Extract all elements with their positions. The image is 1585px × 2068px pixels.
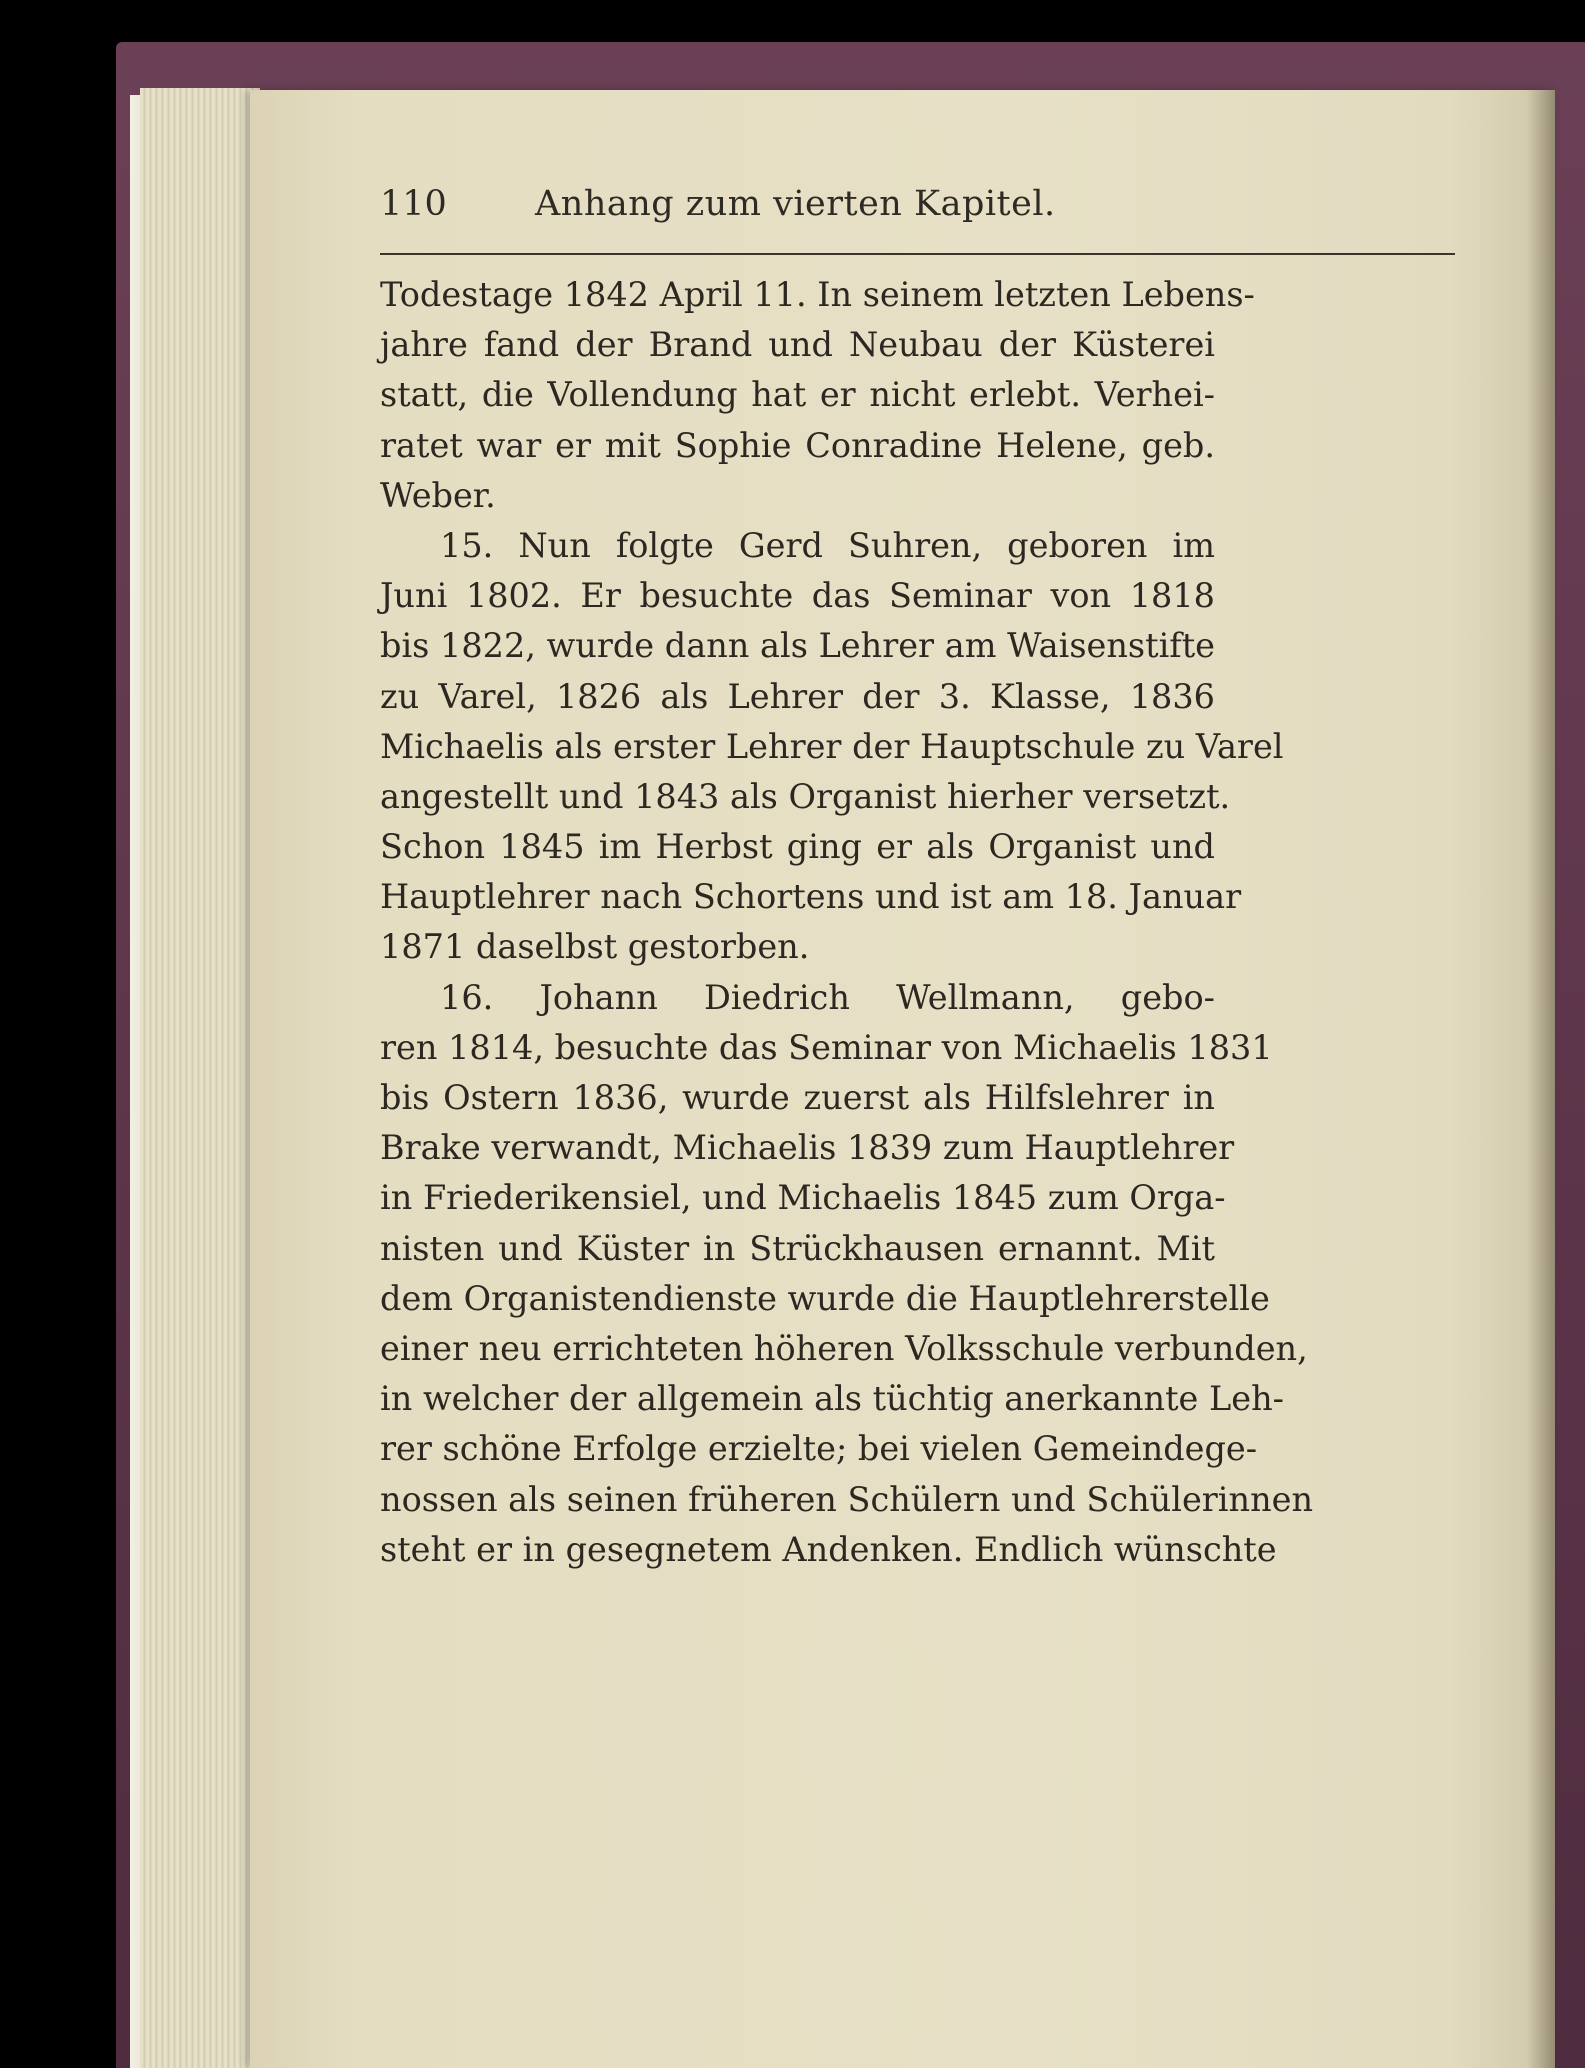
text-line: nossen als seinen früheren Schülern und Schülerinnen <box>380 1479 1314 1519</box>
text-line: Schon 1845 im Herbst ging er als Organist und <box>380 827 1215 867</box>
text-line: nisten und Küster in Strückhausen ernannt. Mit <box>380 1228 1215 1268</box>
text-line: Michaelis als erster Lehrer der Hauptschule zu Varel <box>380 726 1284 766</box>
paragraph-15-start: 15. Nun folgte Gerd Suhren, geboren im <box>440 525 1215 565</box>
text-line: Hauptlehrer nach Schortens und ist am 18. Januar <box>380 877 1242 917</box>
text-line: Juni 1802. Er besuchte das Seminar von 1818 <box>380 576 1215 616</box>
text-line: steht er in gesegnetem Andenken. Endlich wünschte <box>380 1529 1277 1569</box>
text-line: 1871 daselbst gestorben. <box>380 927 810 967</box>
text-line: ren 1814, besuchte das Seminar von Michaelis 1831 <box>380 1027 1273 1067</box>
page-gutter-shadow <box>1527 90 1555 2068</box>
text-line: jahre fand der Brand und Neubau der Küsterei <box>380 325 1215 365</box>
running-title: Anhang zum vierten Kapitel. <box>535 184 1056 224</box>
text-line: Todestage 1842 April 11. In seinem letzten Lebens- <box>380 275 1255 314</box>
text-line: bis Ostern 1836, wurde zuerst als Hilfslehrer in <box>380 1078 1215 1117</box>
text-line: bis 1822, wurde dann als Lehrer am Waisenstifte <box>380 626 1215 666</box>
text-line: Weber. <box>380 475 496 515</box>
paragraph-16-start: 16. Johann Diedrich Wellmann, gebo- <box>440 977 1215 1017</box>
text-line: dem Organistendienste wurde die Hauptlehrerstelle <box>380 1278 1270 1318</box>
text-line: einer neu errichteten höheren Volksschule verbunden, <box>380 1328 1308 1368</box>
text-line: Brake verwandt, Michaelis 1839 zum Hauptlehrer <box>380 1128 1235 1168</box>
page-header <box>380 184 1455 244</box>
text-line: rer schöne Erfolge erzielte; bei vielen Gemeindege- <box>380 1429 1258 1469</box>
text-line: ratet war er mit Sophie Conradine Helene, geb. <box>380 425 1215 465</box>
text-line: statt, die Vollendung hat er nicht erlebt. Verhei- <box>380 375 1215 415</box>
text-line: zu Varel, 1826 als Lehrer der 3. Klasse, 1836 <box>380 676 1215 716</box>
text-line: angestellt und 1843 als Organist hierher versetzt. <box>380 776 1231 816</box>
page-number: 110 <box>380 184 447 224</box>
body-text <box>380 270 1314 1575</box>
text-line: in welcher der allgemein als tüchtig anerkannte Leh- <box>380 1379 1284 1419</box>
stacked-page-edges <box>140 88 260 2068</box>
text-line: in Friederikensiel, und Michaelis 1845 zum Orga- <box>380 1178 1226 1218</box>
header-rule <box>380 253 1455 255</box>
